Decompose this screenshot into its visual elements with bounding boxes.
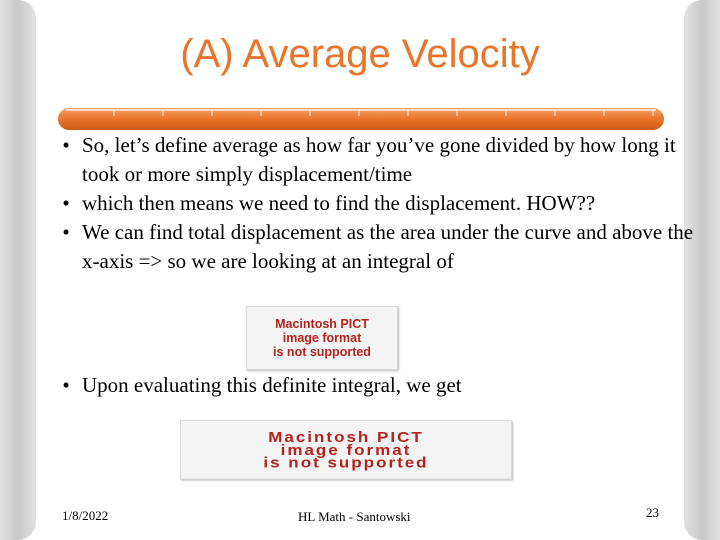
footer-date: 1/8/2022 (62, 508, 109, 523)
bullet-dot: • (62, 133, 70, 157)
placeholder-line: Macintosh PICT (275, 317, 369, 331)
bullet-list (56, 131, 696, 276)
bullet-item (56, 371, 696, 400)
left-decorative-bar (0, 0, 36, 540)
bullet-item (56, 189, 696, 218)
footer-author: HL Math - Santowski (298, 509, 411, 524)
placeholder-line: is not supported (263, 454, 429, 471)
bullet-item (56, 218, 696, 276)
bullet-dot: • (62, 191, 70, 215)
placeholder-line: Macintosh PICT (268, 428, 424, 446)
bullet-dot: • (62, 373, 70, 397)
slide-number: 23 (646, 505, 659, 520)
title-divider-rule (56, 107, 666, 133)
bullet-text: Upon evaluating this definite integral, we get (82, 373, 462, 397)
placeholder-line: image format (280, 441, 412, 458)
slide-title: (A) Average Velocity (180, 32, 540, 76)
bullet-text: So, let’s define average as how far you’ve gone divided by how long it took or more simply displacement/time (82, 133, 676, 186)
bullet-text: We can find total displacement as the area under the curve and above the x-axis => so we are looking at an integral of (82, 220, 694, 273)
bullet-dot: • (62, 220, 70, 244)
bullet-list-continued (56, 371, 696, 400)
placeholder-line: image format (282, 331, 362, 345)
placeholder-line: is not supported (273, 345, 371, 359)
bullet-item (56, 131, 696, 189)
unsupported-image-placeholder (246, 306, 398, 370)
bullet-text: which then means we need to find the displacement. HOW?? (82, 191, 596, 215)
unsupported-image-placeholder-large (180, 420, 512, 480)
